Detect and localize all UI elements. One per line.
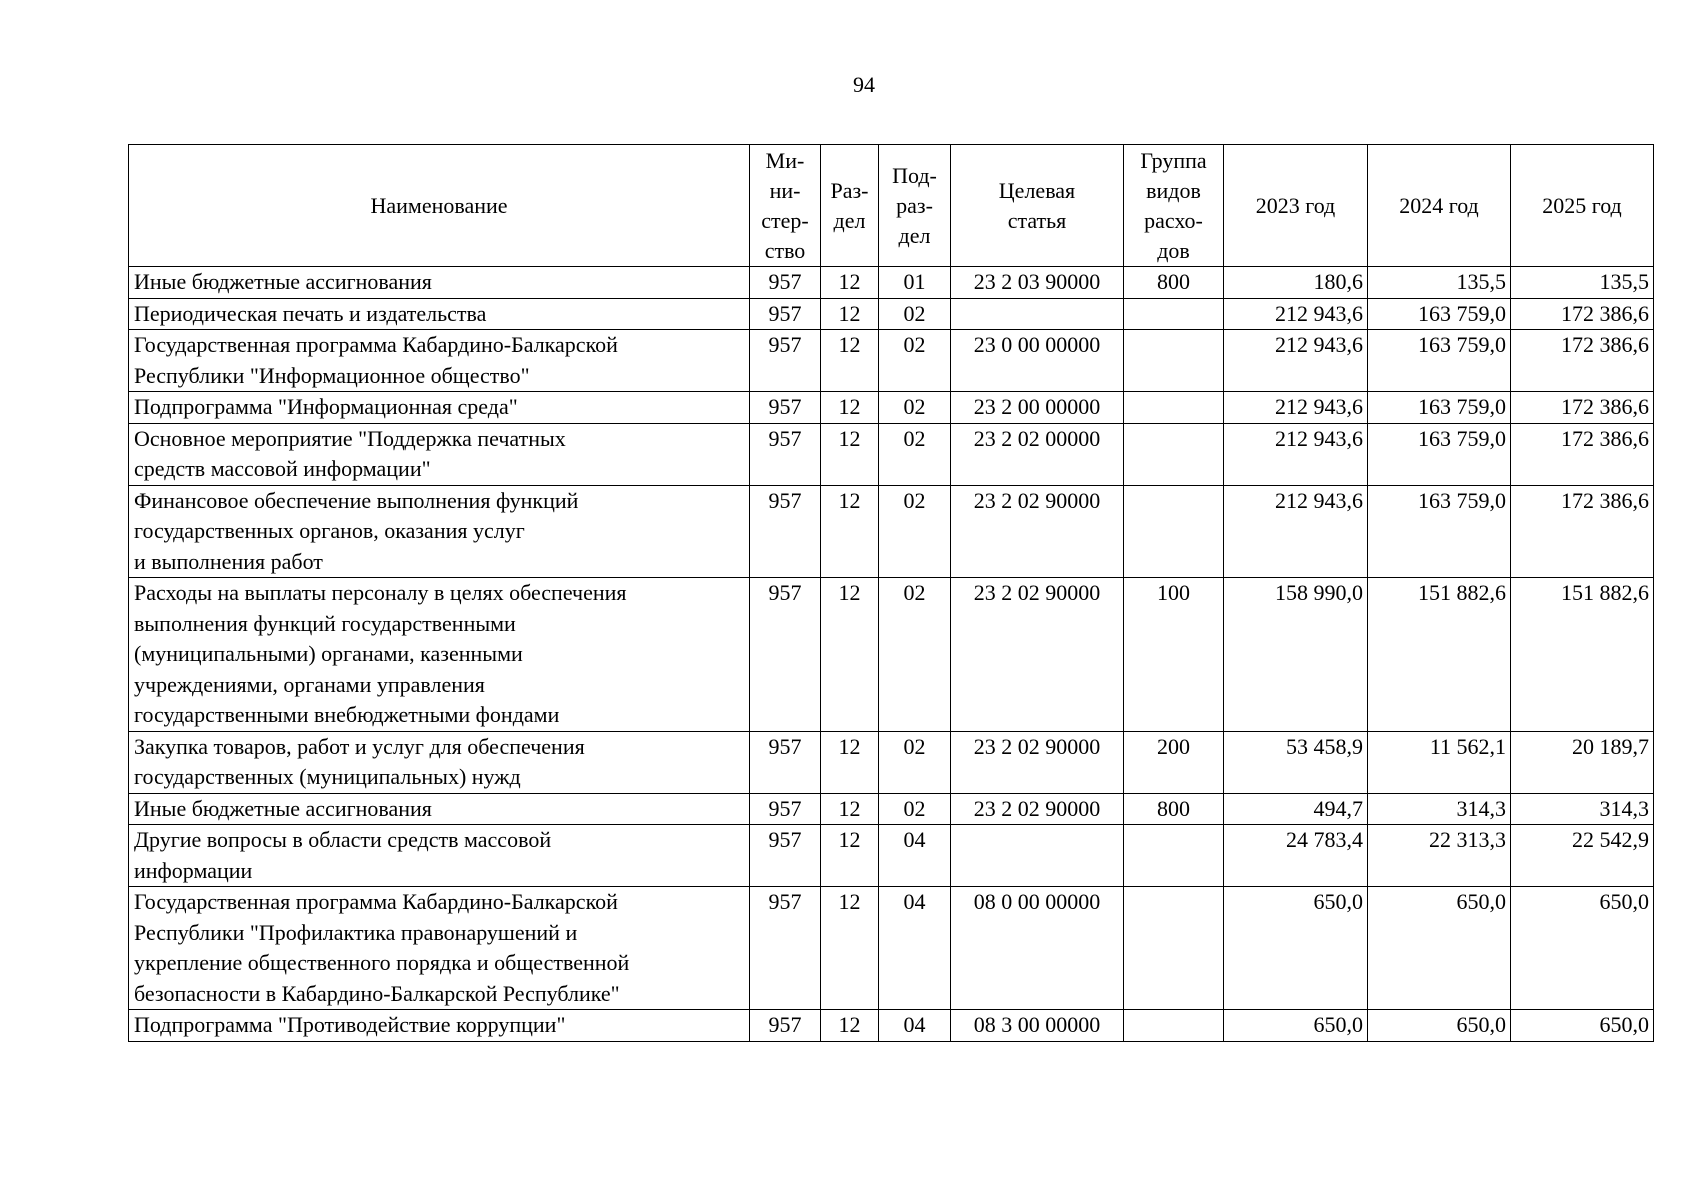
cell-2025: 650,0 xyxy=(1511,887,1654,1010)
cell-2023: 650,0 xyxy=(1224,1010,1368,1042)
cell-name-line: информации xyxy=(134,857,253,883)
cell-name xyxy=(129,392,750,424)
cell-name xyxy=(129,825,750,887)
cell-2023: 212 943,6 xyxy=(1224,423,1368,485)
cell-2023: 180,6 xyxy=(1224,267,1368,299)
cell-name xyxy=(129,298,750,330)
cell-expense-group: 200 xyxy=(1124,731,1224,793)
cell-2023: 650,0 xyxy=(1224,887,1368,1010)
cell-name xyxy=(129,330,750,392)
header-2025: 2025 год xyxy=(1511,145,1654,267)
cell-2023: 53 458,9 xyxy=(1224,731,1368,793)
cell-subsection: 04 xyxy=(879,825,951,887)
cell-section: 12 xyxy=(821,485,879,578)
table-row xyxy=(129,887,1654,1010)
header-expense-group: Группа видов расхо- дов xyxy=(1124,145,1224,267)
cell-2025: 172 386,6 xyxy=(1511,423,1654,485)
cell-2023: 212 943,6 xyxy=(1224,330,1368,392)
cell-subsection: 01 xyxy=(879,267,951,299)
cell-name xyxy=(129,267,750,299)
cell-name-line: Республики "Профилактика правонарушений и xyxy=(134,919,578,945)
cell-2025: 172 386,6 xyxy=(1511,298,1654,330)
table-row xyxy=(129,267,1654,299)
cell-2023: 494,7 xyxy=(1224,793,1368,825)
header-2023: 2023 год xyxy=(1224,145,1368,267)
cell-2024: 314,3 xyxy=(1368,793,1511,825)
cell-2025: 650,0 xyxy=(1511,1010,1654,1042)
cell-subsection: 02 xyxy=(879,731,951,793)
cell-2025: 314,3 xyxy=(1511,793,1654,825)
cell-2024: 135,5 xyxy=(1368,267,1511,299)
cell-expense-group: 800 xyxy=(1124,793,1224,825)
cell-2024: 650,0 xyxy=(1368,1010,1511,1042)
cell-target-article: 08 0 00 00000 xyxy=(951,887,1124,1010)
cell-ministry: 957 xyxy=(750,578,821,732)
cell-name-line: Государственная программа Кабардино-Балкарской xyxy=(134,889,618,914)
table-row xyxy=(129,1010,1654,1042)
cell-ministry: 957 xyxy=(750,1010,821,1042)
cell-expense-group: 800 xyxy=(1124,267,1224,299)
cell-section: 12 xyxy=(821,1010,879,1042)
cell-name xyxy=(129,887,750,1010)
header-name: Наименование xyxy=(129,145,750,267)
cell-target-article: 08 3 00 00000 xyxy=(951,1010,1124,1042)
cell-section: 12 xyxy=(821,423,879,485)
cell-expense-group xyxy=(1124,423,1224,485)
cell-target-article xyxy=(951,298,1124,330)
cell-section: 12 xyxy=(821,392,879,424)
cell-target-article: 23 0 00 00000 xyxy=(951,330,1124,392)
cell-ministry: 957 xyxy=(750,825,821,887)
cell-section: 12 xyxy=(821,298,879,330)
cell-name xyxy=(129,423,750,485)
cell-section: 12 xyxy=(821,887,879,1010)
header-section: Раз- дел xyxy=(821,145,879,267)
cell-subsection: 02 xyxy=(879,298,951,330)
cell-2024: 151 882,6 xyxy=(1368,578,1511,732)
cell-name-line: государственными внебюджетными фондами xyxy=(134,702,560,727)
cell-name xyxy=(129,793,750,825)
cell-expense-group xyxy=(1124,485,1224,578)
cell-name xyxy=(129,1010,750,1042)
cell-section: 12 xyxy=(821,825,879,887)
cell-name-line: Государственная программа Кабардино-Балкарской xyxy=(134,332,618,357)
cell-target-article: 23 2 02 90000 xyxy=(951,731,1124,793)
cell-name-line: Основное мероприятие "Поддержка печатных xyxy=(134,425,566,451)
cell-2025: 151 882,6 xyxy=(1511,578,1654,732)
cell-ministry: 957 xyxy=(750,731,821,793)
header-ministry: Ми- ни- стер- ство xyxy=(750,145,821,267)
cell-name-line: Иные бюджетные ассигнования xyxy=(134,269,432,294)
page-number: 94 xyxy=(853,72,875,97)
cell-2024: 163 759,0 xyxy=(1368,330,1511,392)
cell-subsection: 02 xyxy=(879,392,951,424)
cell-2025: 135,5 xyxy=(1511,267,1654,299)
cell-2023: 212 943,6 xyxy=(1224,485,1368,578)
cell-target-article xyxy=(951,825,1124,887)
cell-2025: 172 386,6 xyxy=(1511,330,1654,392)
cell-subsection: 02 xyxy=(879,578,951,732)
cell-name xyxy=(129,731,750,793)
cell-target-article: 23 2 02 00000 xyxy=(951,423,1124,485)
header-2024: 2024 год xyxy=(1368,145,1511,267)
cell-subsection: 04 xyxy=(879,887,951,1010)
cell-2023: 158 990,0 xyxy=(1224,578,1368,732)
cell-2025: 22 542,9 xyxy=(1511,825,1654,887)
cell-expense-group: 100 xyxy=(1124,578,1224,732)
cell-subsection: 02 xyxy=(879,423,951,485)
cell-2024: 22 313,3 xyxy=(1368,825,1511,887)
cell-expense-group xyxy=(1124,887,1224,1010)
cell-2024: 163 759,0 xyxy=(1368,298,1511,330)
cell-subsection: 02 xyxy=(879,330,951,392)
cell-name-line: Иные бюджетные ассигнования xyxy=(134,795,432,821)
cell-2024: 163 759,0 xyxy=(1368,392,1511,424)
cell-section: 12 xyxy=(821,267,879,299)
cell-2024: 163 759,0 xyxy=(1368,423,1511,485)
cell-name-line: Закупка товаров, работ и услуг для обеспечения xyxy=(134,733,585,759)
cell-subsection: 02 xyxy=(879,485,951,578)
cell-2025: 20 189,7 xyxy=(1511,731,1654,793)
cell-section: 12 xyxy=(821,578,879,732)
cell-ministry: 957 xyxy=(750,330,821,392)
cell-ministry: 957 xyxy=(750,485,821,578)
cell-2024: 11 562,1 xyxy=(1368,731,1511,793)
cell-expense-group xyxy=(1124,392,1224,424)
cell-target-article: 23 2 02 90000 xyxy=(951,793,1124,825)
cell-subsection: 02 xyxy=(879,793,951,825)
budget-table xyxy=(128,144,1654,1042)
cell-2023: 212 943,6 xyxy=(1224,392,1368,424)
cell-2024: 163 759,0 xyxy=(1368,485,1511,578)
header-subsection: Под- раз- дел xyxy=(879,145,951,267)
cell-2023: 212 943,6 xyxy=(1224,298,1368,330)
table-body xyxy=(129,267,1654,1042)
cell-name-line: укрепление общественного порядка и общественной xyxy=(134,950,630,975)
cell-name xyxy=(129,485,750,578)
cell-expense-group xyxy=(1124,825,1224,887)
table-row xyxy=(129,731,1654,793)
cell-target-article: 23 2 00 00000 xyxy=(951,392,1124,424)
cell-name-line: Расходы на выплаты персоналу в целях обеспечения xyxy=(134,580,627,605)
cell-ministry: 957 xyxy=(750,392,821,424)
table-row xyxy=(129,330,1654,392)
cell-2025: 172 386,6 xyxy=(1511,392,1654,424)
table-row xyxy=(129,825,1654,887)
cell-2024: 650,0 xyxy=(1368,887,1511,1010)
cell-section: 12 xyxy=(821,793,879,825)
cell-name-line: Периодическая печать и издательства xyxy=(134,300,487,326)
cell-name-line: Республики "Информационное общество" xyxy=(134,362,530,388)
table-row xyxy=(129,578,1654,732)
cell-name-line: (муниципальными) органами, казенными xyxy=(134,641,523,666)
cell-name-line: и выполнения работ xyxy=(134,548,323,574)
cell-ministry: 957 xyxy=(750,887,821,1010)
cell-target-article: 23 2 03 90000 xyxy=(951,267,1124,299)
header-target-article: Целевая статья xyxy=(951,145,1124,267)
cell-target-article: 23 2 02 90000 xyxy=(951,578,1124,732)
cell-section: 12 xyxy=(821,731,879,793)
table-row xyxy=(129,485,1654,578)
table-row xyxy=(129,392,1654,424)
cell-ministry: 957 xyxy=(750,423,821,485)
cell-name-line: Подпрограмма "Информационная среда" xyxy=(134,394,518,419)
cell-2025: 172 386,6 xyxy=(1511,485,1654,578)
cell-name-line: безопасности в Кабардино-Балкарской Республике" xyxy=(134,980,620,1006)
cell-name-line: Другие вопросы в области средств массовой xyxy=(134,827,552,852)
cell-name-line: выполнения функций государственными xyxy=(134,610,516,636)
table-row xyxy=(129,298,1654,330)
cell-name-line: учреждениями, органами управления xyxy=(134,671,485,697)
table-row xyxy=(129,793,1654,825)
cell-name-line: Подпрограмма "Противодействие коррупции" xyxy=(134,1012,566,1037)
cell-subsection: 04 xyxy=(879,1010,951,1042)
cell-section: 12 xyxy=(821,330,879,392)
cell-name-line: государственных (муниципальных) нужд xyxy=(134,764,521,789)
cell-expense-group xyxy=(1124,1010,1224,1042)
cell-expense-group xyxy=(1124,298,1224,330)
table-row xyxy=(129,423,1654,485)
table-header-row xyxy=(129,145,1654,267)
cell-expense-group xyxy=(1124,330,1224,392)
cell-2023: 24 783,4 xyxy=(1224,825,1368,887)
cell-ministry: 957 xyxy=(750,793,821,825)
cell-ministry: 957 xyxy=(750,298,821,330)
cell-ministry: 957 xyxy=(750,267,821,299)
cell-name xyxy=(129,578,750,732)
cell-name-line: государственных органов, оказания услуг xyxy=(134,518,525,543)
cell-name-line: Финансовое обеспечение выполнения функций xyxy=(134,487,579,513)
cell-name-line: средств массовой информации" xyxy=(134,456,431,481)
cell-target-article: 23 2 02 90000 xyxy=(951,485,1124,578)
